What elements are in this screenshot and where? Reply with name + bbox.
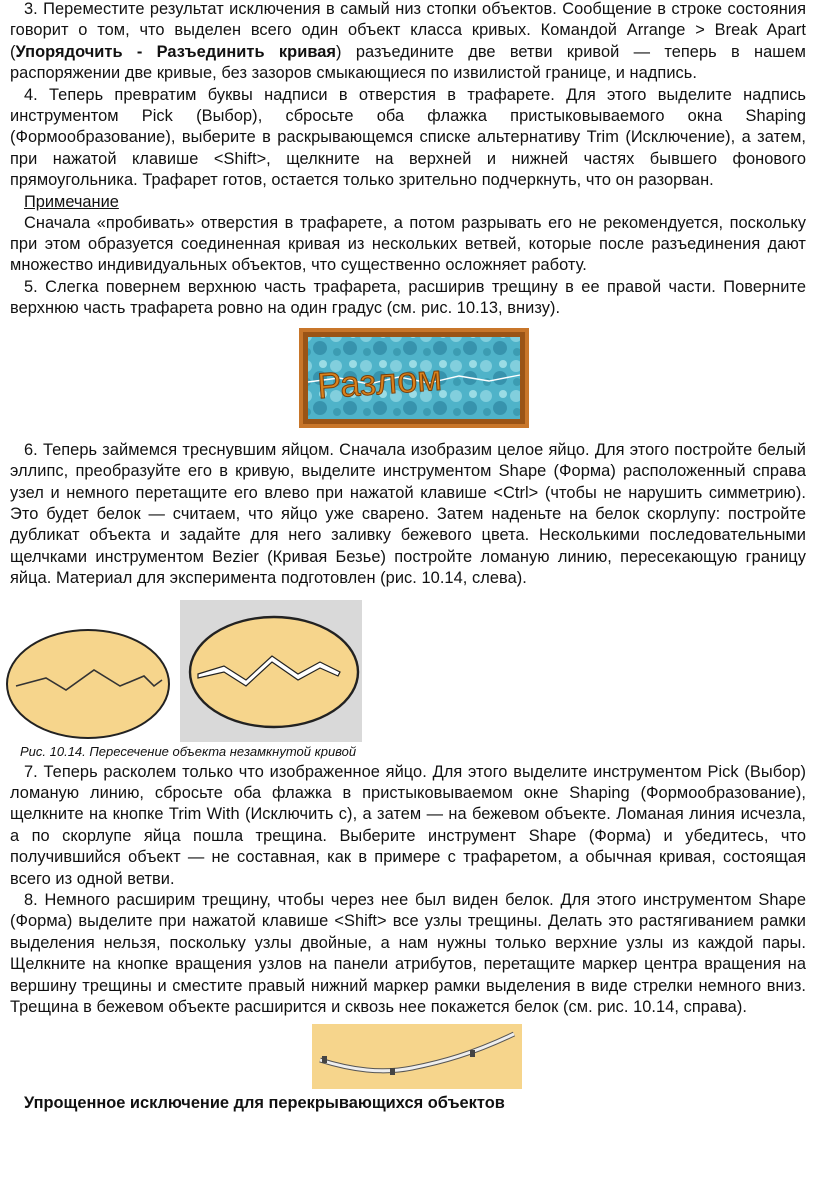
figure-10-13-stencil [299, 328, 529, 428]
egg-left-shell [7, 630, 169, 738]
egg-images [2, 600, 362, 742]
paragraph-7: 7. Теперь расколем только что изображенное яйцо. Для этого выделите инструментом Pick (Выбор) ломаную линию, сбросьте оба флажка в пристыковываемом окне Shaping (Формообразование), щелкните на кнопке Trim With (Исключить с), а затем — на бежевом объекте. Ломаная линия исчезла, а по скорлупе яйца пошла трещина. Выберите инструмент Shape (Форма) и убедитесь, что получившийся объект — не составная, как в примере с трафаретом, а обычная кривая, состоящая всего из одной ветви. [10, 762, 806, 888]
figure-10-14 [10, 600, 806, 742]
paragraph-6: 6. Теперь займемся треснувшим яйцом. Сначала изобразим целое яйцо. Для этого постройте белый эллипс, преобразуйте его в кривую, выделите инструментом Shape (Форма) расположенный справа узел и немного перетащите его влево при нажатой клавише <Ctrl> (чтобы не нарушить симметрию). Это будет белок — считаем, что яйцо уже сварено. Затем наденьте на белок скорлупу: постройте дубликат объекта и задайте для него заливку бежевого цвета. Несколькими последовательными щелчками инструментом Bezier (Кривая Безье) постройте ломаную линию, пересекающую границу яйца. Материал для эксперимента подготовлен (рис. 10.14, слева). [10, 440, 806, 588]
figure-caption: Рис. 10.14. Пересечение объекта незамкнутой кривой [20, 743, 357, 759]
stencil-image [299, 328, 529, 428]
paragraph-8: 8. Немного расширим трещину, чтобы через нее был виден белок. Для этого инструментом Shape (Форма) выделите при нажатой клавише <Shift> все узлы трещины. Делать это растягиванием рамки выделения нельзя, поскольку узлы двойные, а нам нужны только верхние узлы из каждой пары. Щелкните на кнопке вращения узлов на панели атрибутов, перетащите маркер центра вращения на вершину трещины и сместите правый нижний маркер рамки выделения в виде стрелки немного вниз. Трещина в бежевом объекте расширится и сквозь нее покажется белок (см. рис. 10.14, справа). [10, 890, 806, 1016]
figure-crack-detail [312, 1024, 522, 1089]
section-heading: Упрощенное исключение для перекрывающихся объектов [24, 1094, 505, 1113]
note-text: Сначала «пробивать» отверстия в трафарете, а потом разрывать его не рекомендуется, поскольку при этом образуется соединенная кривая из нескольких ветвей, которые после разъединения дают множество индивидуальных объектов, что существенно осложняет работу. [10, 213, 806, 275]
crack-detail-image [312, 1024, 522, 1089]
paragraph-5: 5. Слегка повернем верхнюю часть трафарета, расширив трещину в ее правой части. Поверните верхнюю часть трафарета ровно на один градус (см. рис. 10.13, внизу). [10, 277, 806, 318]
stencil-letters: Разлом [315, 356, 444, 407]
paragraph-3-text-b: ) разъедините две ветви кривой — теперь в нашем распоряжении две кривые, без зазоров смыкающиеся по извилистой границе, и надпись. [10, 42, 806, 83]
egg-right [190, 617, 358, 727]
crack-node-2 [390, 1068, 395, 1075]
paragraph-3-text-a: 3. Переместите результат исключения в самый низ стопки объектов. Сообщение в строке состояния говорит о том, что выделен всего один объект класса кривых. Командой Arrange > Break Apart ( [10, 0, 806, 61]
crack-node-1 [322, 1056, 327, 1063]
note-title: Примечание [24, 192, 119, 211]
paragraph-4: 4. Теперь превратим буквы надписи в отверстия в трафарете. Для этого выделите надпись инструментом Pick (Выбор), сбросьте оба флажка пристыковываемого окна Shaping (Формообразование), выберите в раскрывающемся списке альтернативу Trim (Исключение), а затем, при нажатой клавише <Shift>, щелкните на верхней и нижней частях бывшего фонового прямоугольника. Трафарет готов, остается только зрительно подчеркнуть, что он разорван. [10, 85, 806, 190]
paragraph-3-bold-command: Упорядочить - Разъединить кривая [15, 42, 337, 61]
egg-left [7, 630, 169, 738]
crack-detail-background [312, 1024, 522, 1089]
document-page [10, 0, 806, 1114]
paragraph-3 [10, 0, 806, 85]
crack-node-3 [470, 1050, 475, 1057]
